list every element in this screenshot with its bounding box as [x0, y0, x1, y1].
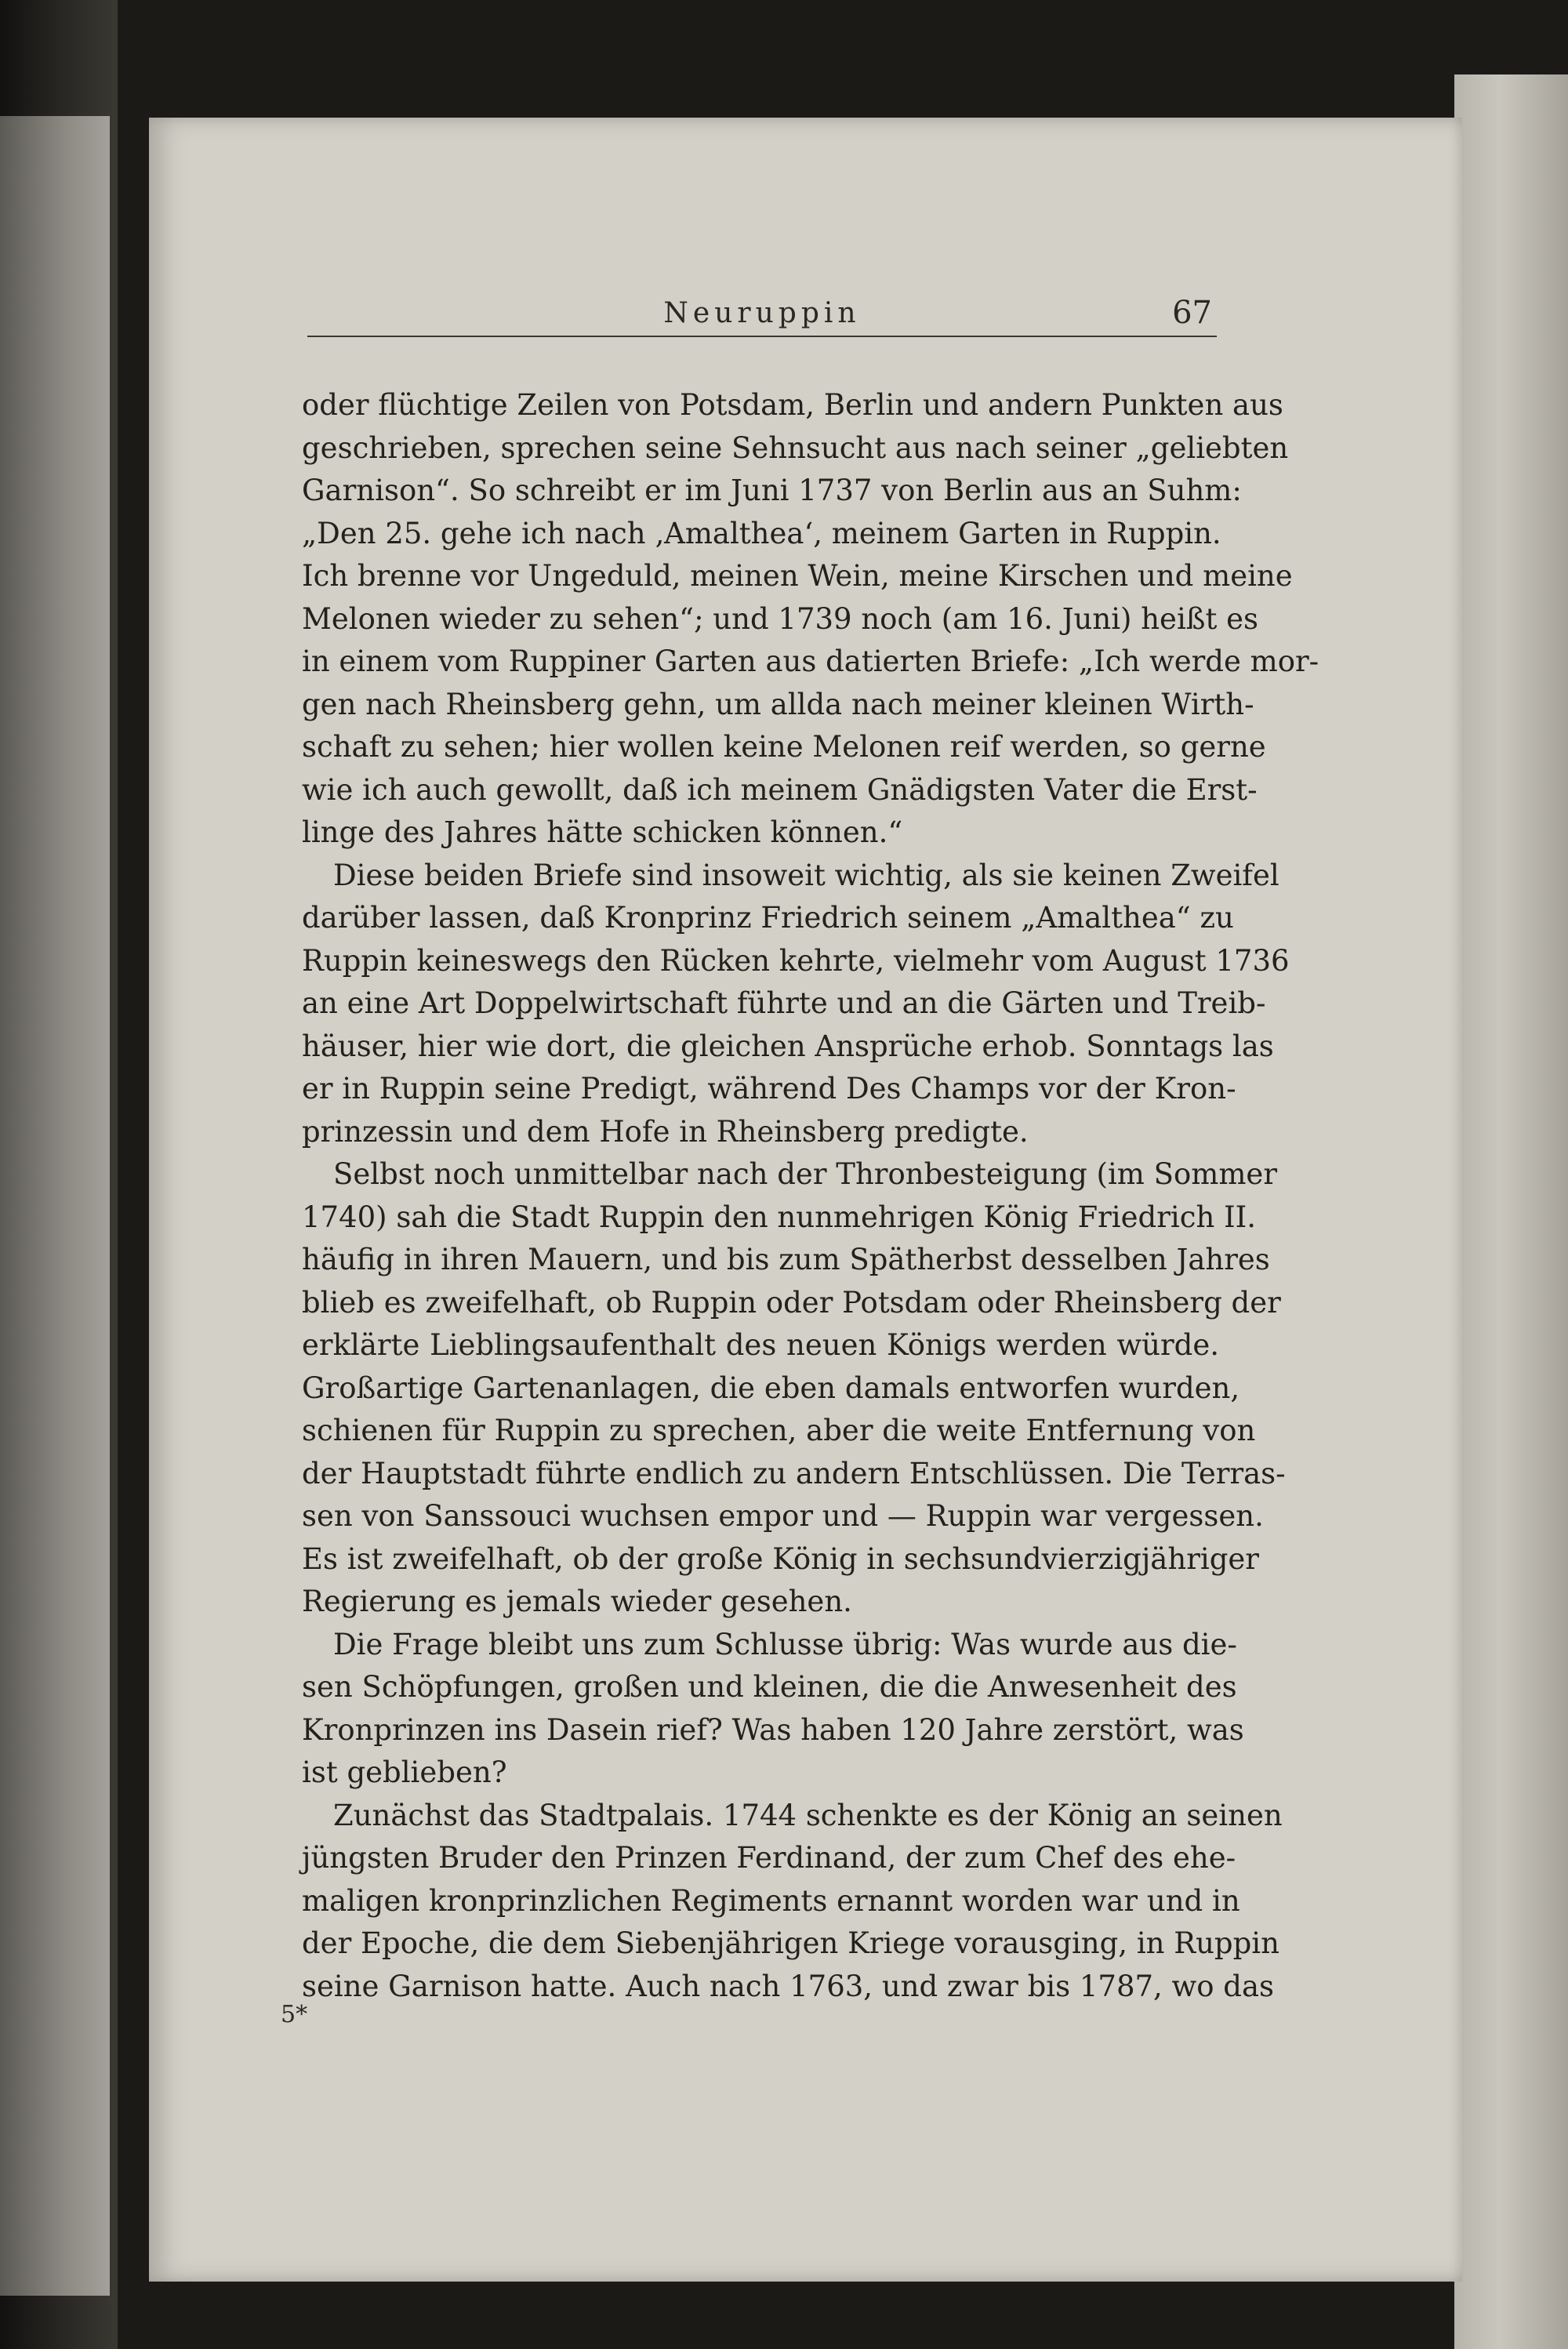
text-line: an eine Art Doppelwirtschaft führte und an die Gärten und Treib-	[302, 986, 1266, 1020]
text-line: ist geblieben?	[302, 1755, 507, 1789]
text-line: blieb es zweifelhaft, ob Ruppin oder Potsdam oder Rheinsberg der	[302, 1285, 1281, 1320]
running-head-title: Neuruppin	[663, 297, 861, 329]
text-line: maligen kronprinzlichen Regiments ernannt worden war und in	[302, 1883, 1240, 1918]
text-line: darüber lassen, daß Kronprinz Friedrich seinem „Amalthea“ zu	[302, 901, 1234, 935]
signature-mark: 5*	[281, 2001, 308, 2028]
text-line: in einem vom Ruppiner Garten aus datierten Briefe: „Ich werde mor-	[302, 644, 1319, 678]
page-number: 67	[1172, 295, 1212, 331]
text-line: Diese beiden Briefe sind insoweit wichtig, als sie keinen Zweifel	[333, 858, 1279, 892]
left-page-edge	[0, 116, 110, 2296]
text-line: Selbst noch unmittelbar nach der Thronbesteigung (im Sommer	[333, 1157, 1278, 1191]
running-head	[307, 290, 1217, 337]
right-book-board	[1454, 74, 1568, 2349]
text-line: schienen für Ruppin zu sprechen, aber die weite Entfernung von	[302, 1414, 1256, 1447]
text-line: Ich brenne vor Ungeduld, meinen Wein, meine Kirschen und meine	[302, 559, 1293, 593]
text-line: sen von Sanssouci wuchsen empor und — Ruppin war vergessen.	[302, 1499, 1264, 1533]
text-line: Zunächst das Stadtpalais. 1744 schenkte es der König an seinen	[333, 1798, 1283, 1832]
text-line: Es ist zweifelhaft, ob der große König in sechsundvierzigjähriger	[302, 1541, 1259, 1576]
text-line: Regierung es jemals wieder gesehen.	[302, 1585, 852, 1618]
text-line: linge des Jahres hätte schicken können.“	[302, 815, 903, 849]
text-line: oder flüchtige Zeilen von Potsdam, Berlin und andern Punkten aus	[302, 388, 1283, 422]
text-line: sen Schöpfungen, großen und kleinen, die die Anwesenheit des	[302, 1670, 1237, 1704]
text-line: „Den 25. gehe ich nach ‚Amalthea‘, meinem Garten in Ruppin.	[302, 516, 1221, 550]
text-line: Ruppin keineswegs den Rücken kehrte, vielmehr vom August 1736	[302, 943, 1290, 978]
text-line: geschrieben, sprechen seine Sehnsucht aus nach seiner „geliebten	[302, 430, 1289, 465]
text-line: schaft zu sehen; hier wollen keine Melonen reif werden, so gerne	[302, 730, 1266, 764]
text-line: Garnison“. So schreibt er im Juni 1737 von Berlin aus an Suhm:	[302, 474, 1242, 507]
text-line: 1740) sah die Stadt Ruppin den nunmehrigen König Friedrich II.	[302, 1200, 1257, 1234]
text-line: Die Frage bleibt uns zum Schlusse übrig: Was wurde aus die-	[333, 1627, 1237, 1661]
body-text	[302, 384, 1319, 2008]
text-line: der Epoche, die dem Siebenjährigen Kriege vorausging, in Ruppin	[302, 1926, 1279, 1960]
text-line: häufig in ihren Mauern, und bis zum Spätherbst desselben Jahres	[302, 1243, 1270, 1276]
text-line: prinzessin und dem Hofe in Rheinsberg predigte.	[302, 1114, 1029, 1149]
text-line: Kronprinzen ins Dasein rief? Was haben 120 Jahre zerstört, was	[302, 1712, 1244, 1747]
text-line: jüngsten Bruder den Prinzen Ferdinand, der zum Chef des ehe-	[302, 1841, 1236, 1875]
text-line: gen nach Rheinsberg gehn, um allda nach meiner kleinen Wirth-	[302, 687, 1254, 721]
text-line: wie ich auch gewollt, daß ich meinem Gnädigsten Vater die Erst-	[302, 772, 1258, 807]
text-line: der Hauptstadt führte endlich zu andern Entschlüssen. Die Terras-	[302, 1456, 1286, 1490]
text-line: seine Garnison hatte. Auch nach 1763, und zwar bis 1787, wo das	[302, 1969, 1274, 2003]
text-line: Großartige Gartenanlagen, die eben damals entworfen wurden,	[302, 1371, 1240, 1405]
text-line: Melonen wieder zu sehen“; und 1739 noch (am 16. Juni) heißt es	[302, 601, 1259, 636]
text-line: erklärte Lieblingsaufenthalt des neuen Königs werden würde.	[302, 1328, 1219, 1362]
text-line: er in Ruppin seine Predigt, während Des Champs vor der Kron-	[302, 1072, 1236, 1106]
text-line: häuser, hier wie dort, die gleichen Ansprüche erhob. Sonntags las	[302, 1029, 1274, 1063]
